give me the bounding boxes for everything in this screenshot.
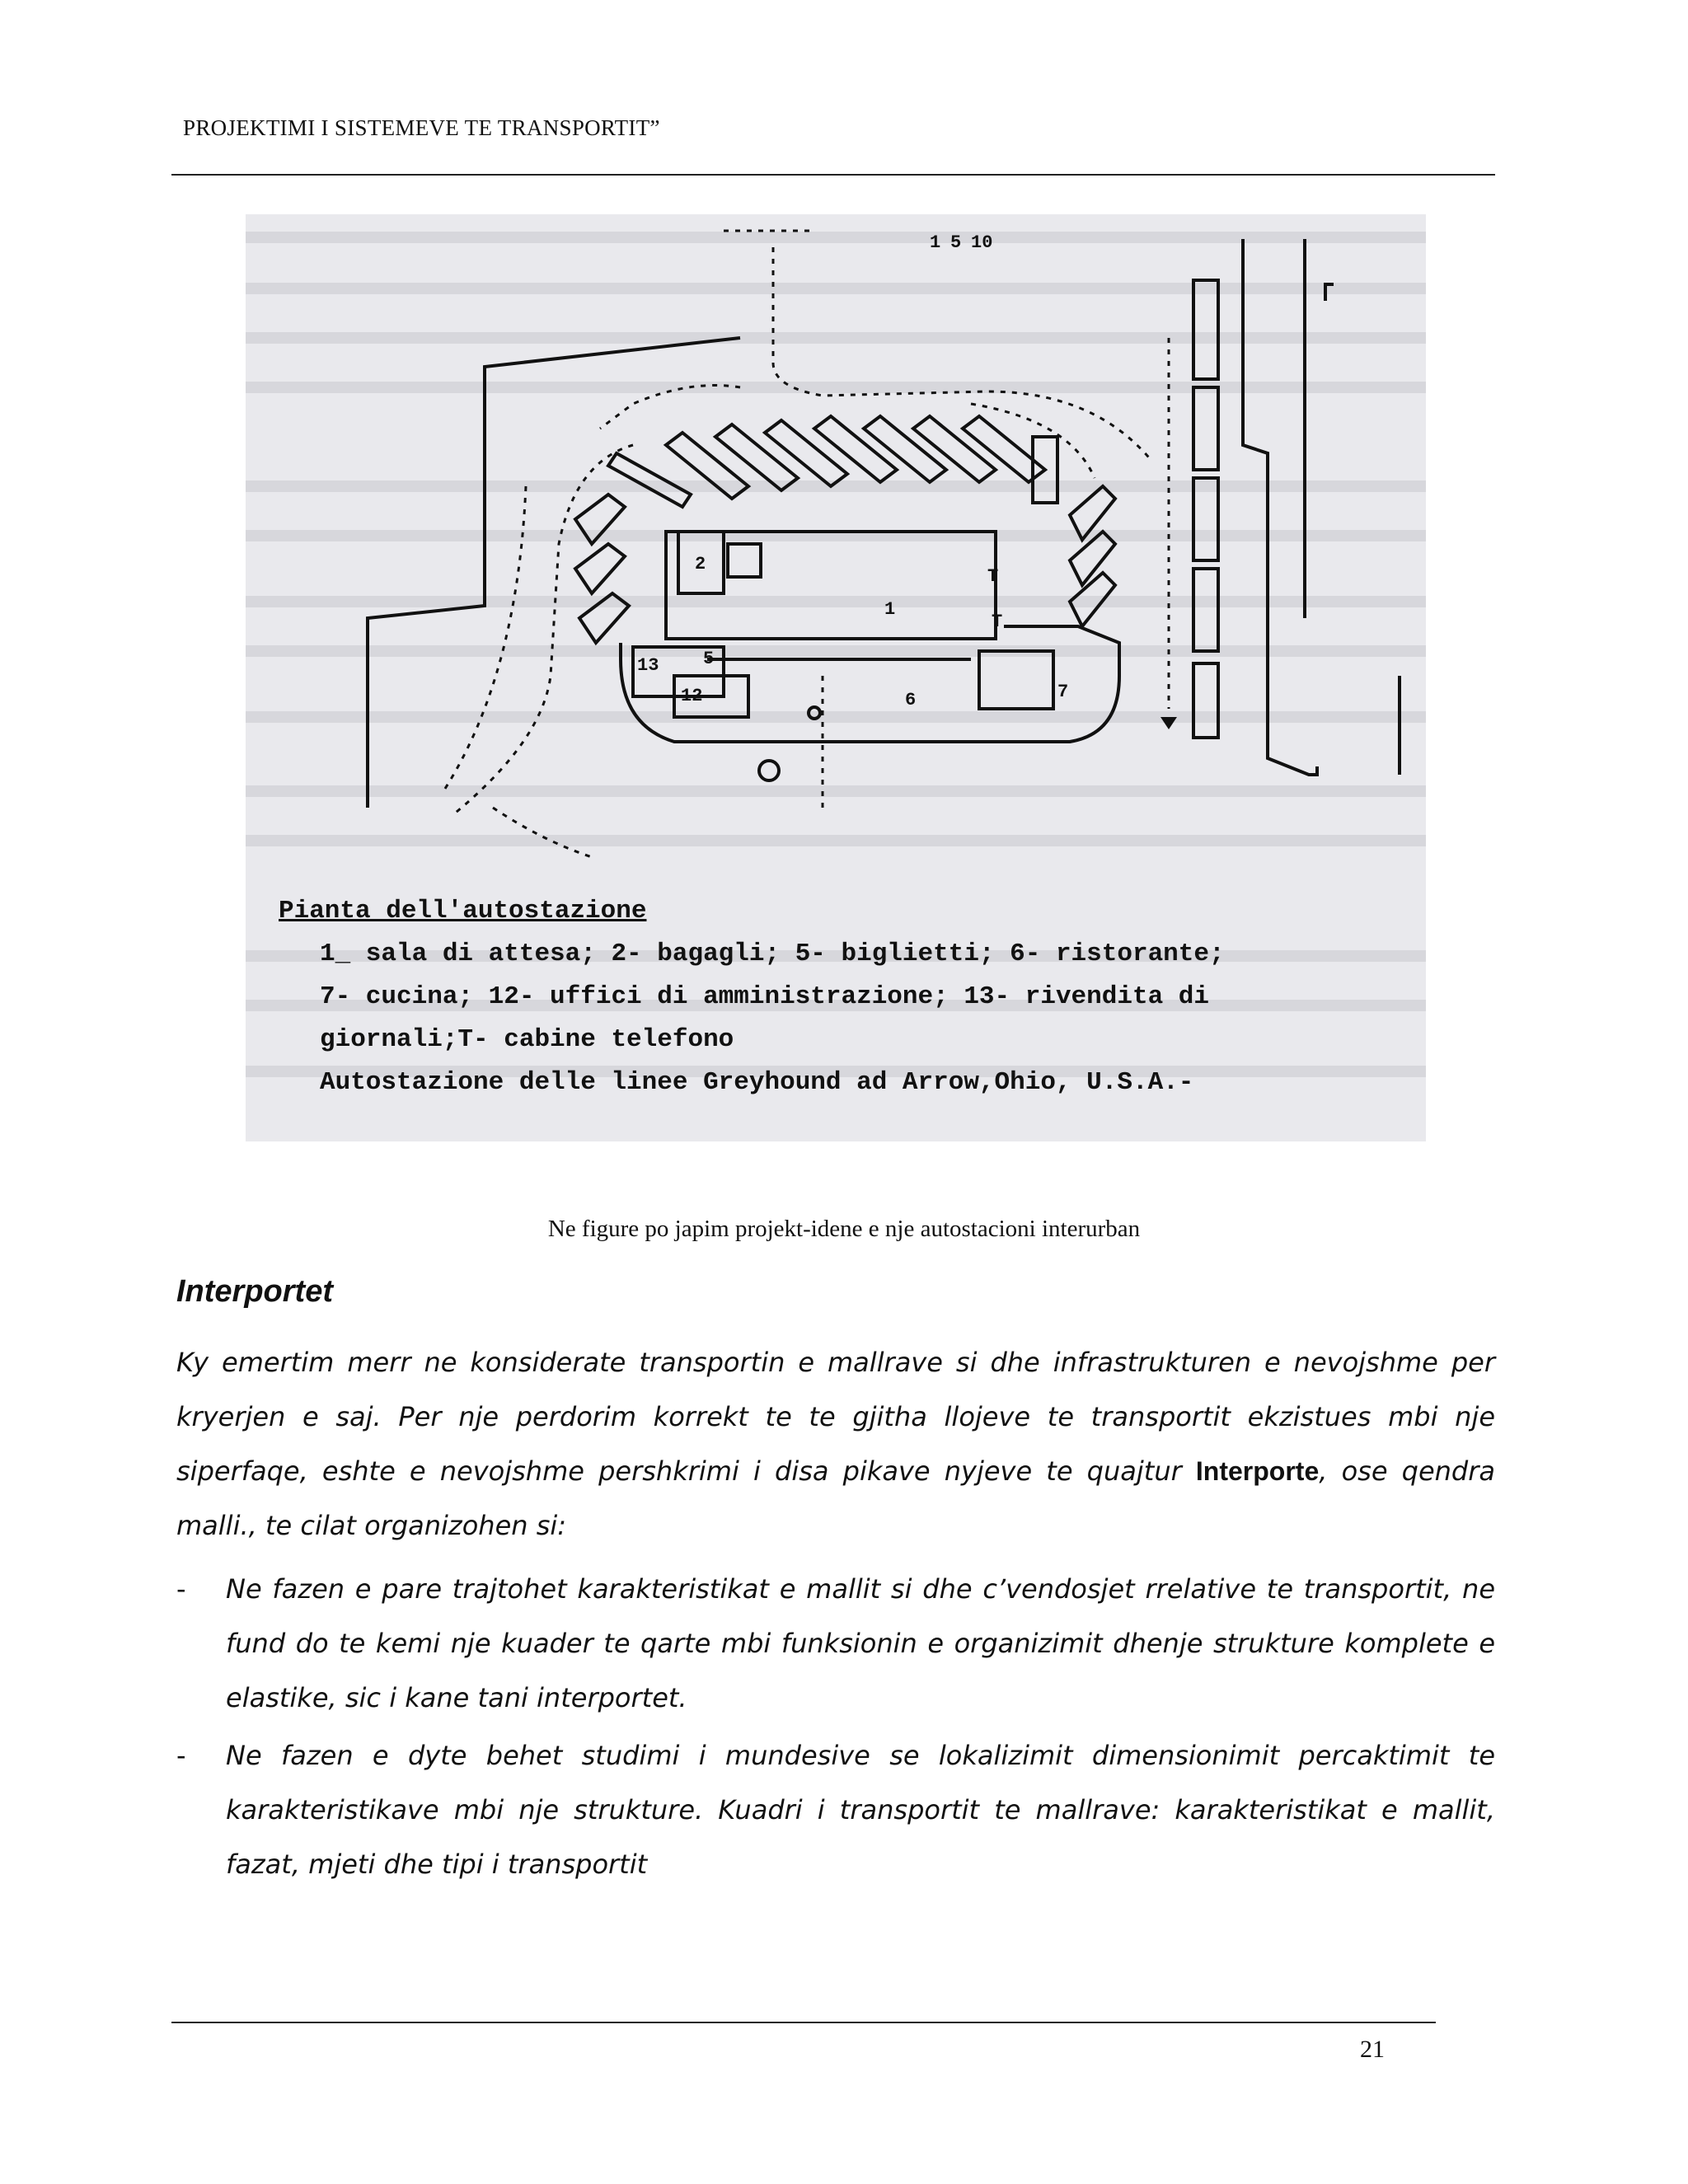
- room-label-2: 2: [695, 554, 706, 574]
- header-rule: [171, 174, 1495, 176]
- figure-caption: Ne figure po japim projekt-idene e nje autostacioni interurban: [547, 1216, 1141, 1242]
- page-number: 21: [1360, 2036, 1385, 2063]
- list-item: [176, 1728, 1495, 1891]
- bay-label-5: 5: [950, 232, 962, 253]
- legend-line-3: giornali;T- cabine telefono: [320, 1025, 734, 1054]
- intro-paragraph: [176, 1335, 1495, 1553]
- room-label-13: 13: [637, 655, 659, 676]
- section-heading: Interportet: [176, 1274, 333, 1309]
- footer-rule: [171, 2022, 1436, 2023]
- bus-station-plan-figure: [246, 214, 1426, 1141]
- running-header: PROJEKTIMI I SISTEMEVE TE TRANSPORTIT”: [183, 115, 660, 140]
- list-item-text: Ne fazen e pare trajtohet karakteristikat e mallit si dhe c’vendosjet rrelative te transportit, ne fund do te kemi nje kuader te qarte mbi funksionin e organizimit dhenje strukture komplete e elastike, sic i kane tani interportet.: [226, 1573, 1495, 1713]
- room-label-6: 6: [905, 690, 917, 710]
- plan-legend: [279, 890, 1416, 1104]
- paragraph-bold-term: Interporte: [1195, 1456, 1320, 1486]
- paragraph-text-start: Ky emertim merr ne konsiderate transportin e mallrave si dhe infrastrukturen e nevojshme per kryerjen e saj. Per nje perdorim korrekt te te gjitha llojeve te transportit ekzistues mbi nje siperfaqe, eshte e nevojshme pershkrimi i disa pikave nyjeve te quajtur: [176, 1347, 1495, 1487]
- plan-title: Pianta dell'autostazione: [279, 897, 647, 926]
- list-item-text: Ne fazen e dyte behet studimi i mundesive se lokalizimit dimensionimit percaktimit te karakteristikave mbi nje strukture. Kuadri i transportit te mallrave: karakteristikat e mallit, fazat, mjeti dhe tipi i transportit: [226, 1740, 1495, 1880]
- list-item: [176, 1562, 1495, 1725]
- legend-line-1: 1_ sala di attesa; 2- bagagli; 5- biglietti; 6- ristorante;: [320, 940, 1225, 968]
- bullet-dash: -: [176, 1573, 186, 1605]
- room-label-1: 1: [884, 599, 896, 620]
- bullet-dash: -: [176, 1740, 186, 1771]
- legend-line-2: 7- cucina; 12- uffici di amministrazione; 13- rivendita di: [320, 982, 1209, 1011]
- phase-list: [176, 1562, 1495, 1895]
- room-label-5: 5: [703, 649, 715, 669]
- bay-label-1: 1: [930, 232, 941, 253]
- paragraph-text-end: , ose qendra malli., te cilat organizohen si:: [176, 1455, 1496, 1541]
- legend-line-4: Autostazione delle linee Greyhound ad Arrow,Ohio, U.S.A.-: [320, 1068, 1194, 1097]
- room-label-t1: T: [987, 566, 999, 587]
- room-label-7: 7: [1057, 682, 1069, 702]
- room-label-t2: T: [992, 612, 1003, 632]
- room-label-12: 12: [681, 686, 703, 706]
- bay-label-10: 10: [971, 232, 993, 253]
